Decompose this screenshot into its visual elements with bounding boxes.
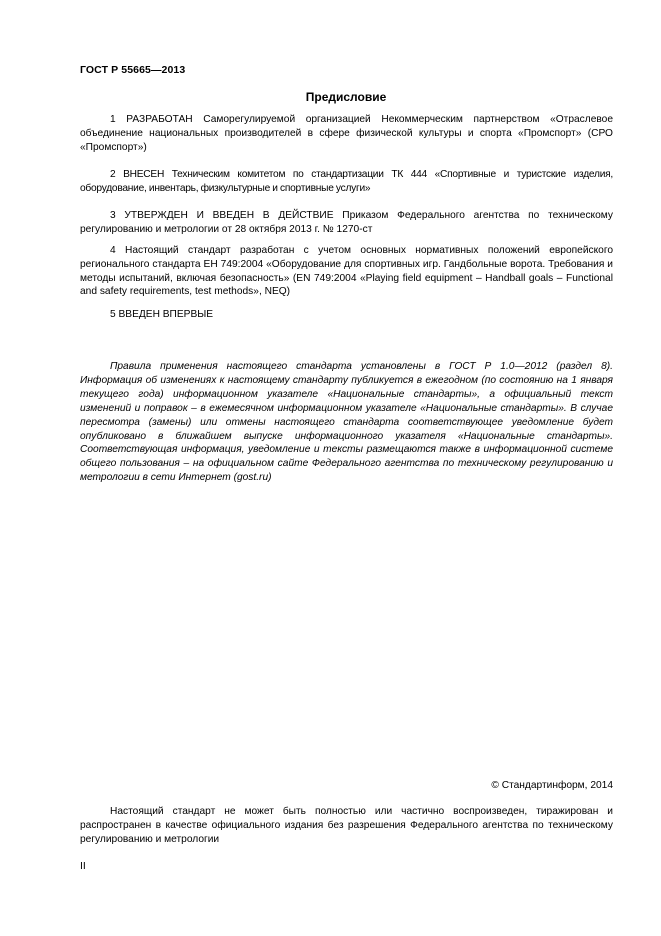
reproduction-disclaimer: Настоящий стандарт не может быть полностью или частично воспроизведен, тиражирован и распространен в качестве официального издания без разрешения Федерального агентства по техническому регулированию и метрологии [80,806,613,845]
page-title: Предисловие [305,90,387,104]
foreword-item-first-introduced: 5 ВВЕДЕН ВПЕРВЫЕ [110,309,214,320]
foreword-item-introduced: 2 ВНЕСЕН Техническим комитетом по стандартизации ТК 444 «Спортивные и туристские изделия, оборудование, инвентарь, физкультурные и спортивные услуги» [80,169,613,194]
page-number: II [80,860,86,872]
application-rules-notice: Правила применения настоящего стандарта установлены в ГОСТ Р 1.0—2012 (раздел 8). Информация об изменениях к настоящему стандарту публикуется в ежегодном (по состоянию на 1 января текущего года) информационном указателе «Национальные стандарты», а официальный текст изменений и поправок – в ежемесячном информационном указателе «Национальные стандарты». В случае пересмотра (замены) или отмены настоящего стандарта соответствующее уведомление будет опубликовано в ближайшем выпуске информационного указателя «Национальные стандарты». Соответствующая информация, уведомление и тексты размещаются также в информационной системе общего пользования – на официальном сайте Федерального агентства по техническому регулированию и метрологии в сети Интернет (gost.ru) [80,361,613,484]
copyright: © Стандартинформ, 2014 [491,780,613,791]
standard-id: ГОСТ Р 55665—2013 [80,64,186,76]
foreword-item-basis: 4 Настоящий стандарт разработан с учетом основных нормативных положений европейского регионального стандарта ЕН 749:2004 «Оборудование для спортивных игр. Гандбольные ворота. Требования и методы испытаний, включая безопасность» (EN 749:2004 «Playing field equipment – Handball goals – Functional and safety requirements, test methods», NEQ) [80,245,613,298]
foreword-item-approved: 3 УТВЕРЖДЕН И ВВЕДЕН В ДЕЙСТВИЕ Приказом Федерального агентства по техническому регулированию и метрологии от 28 октября 2013 г. № 1270-ст [80,210,613,235]
foreword-item-developed: 1 РАЗРАБОТАН Саморегулируемой организацией Некоммерческим партнерством «Отраслевое объединение национальных производителей в сфере физической культуры и спорта «Промспорт» (СРО «Промспорт») [80,114,613,153]
